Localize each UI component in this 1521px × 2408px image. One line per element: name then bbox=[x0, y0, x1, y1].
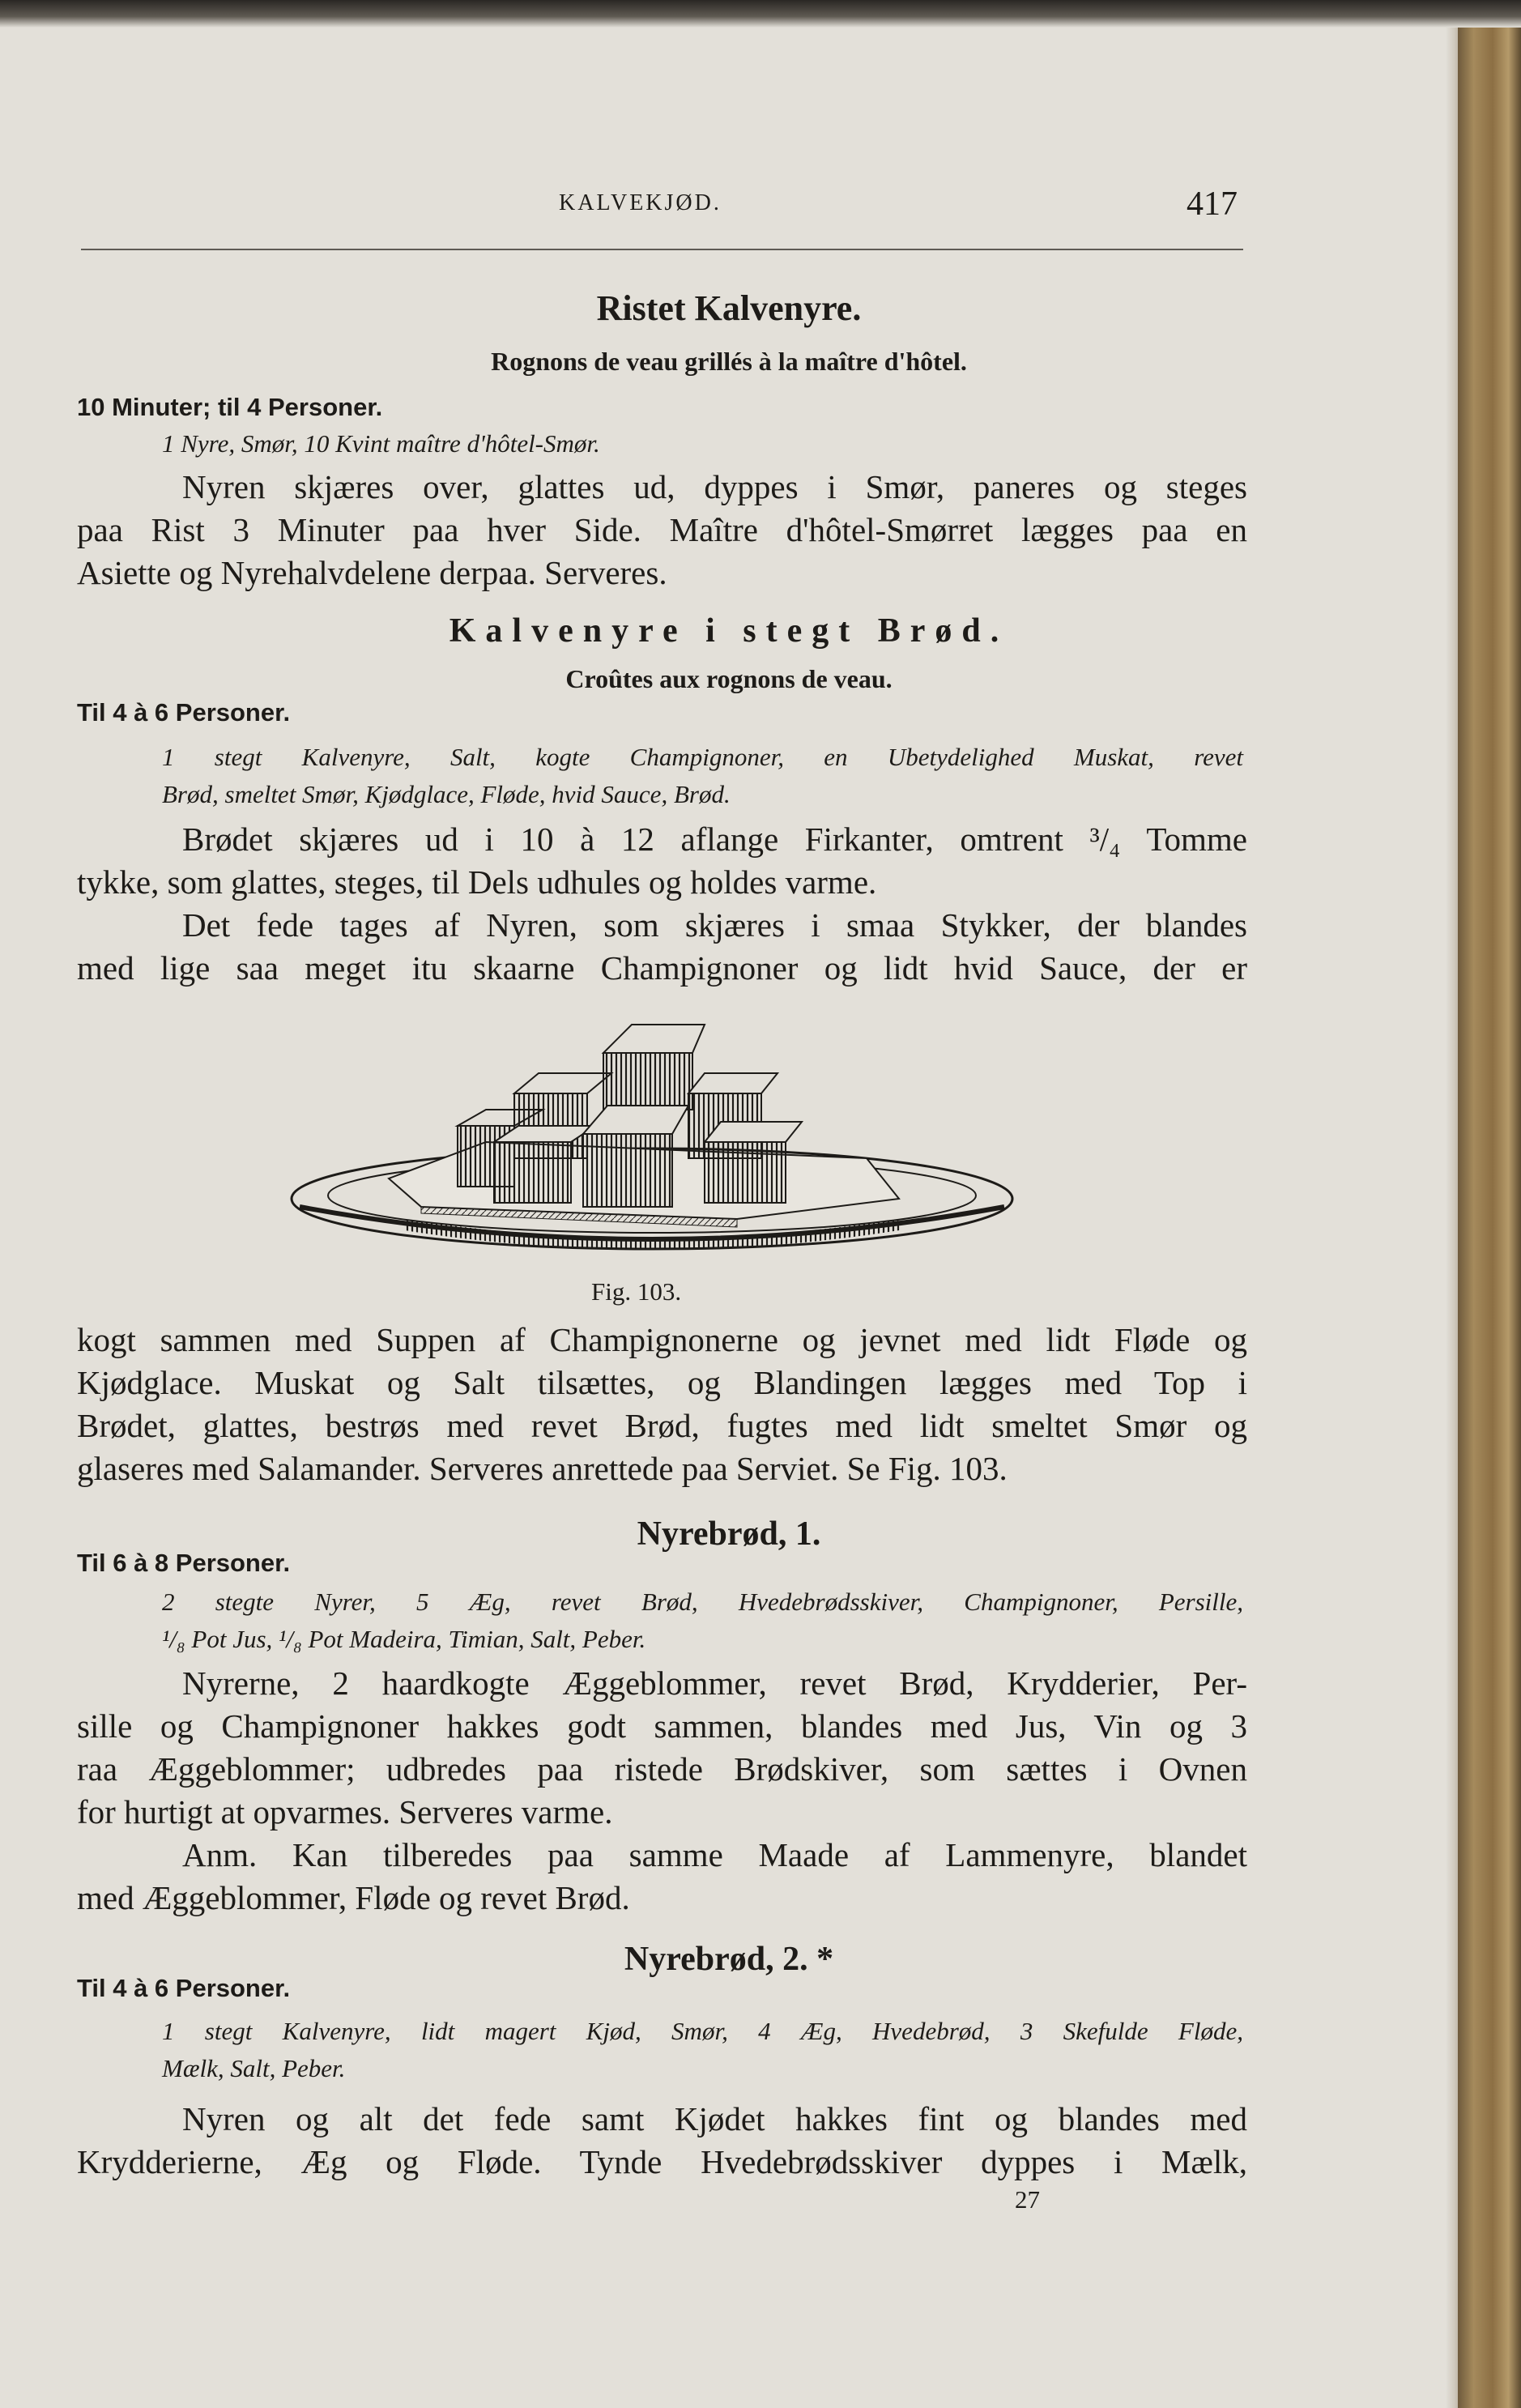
text-line: sille og Champignoner hakkes godt sammen, blandes med Jus, Vin og 3 bbox=[77, 1707, 1247, 1745]
recipe-servings: 10 Minuter; til 4 Personer. bbox=[77, 393, 383, 421]
header-rule bbox=[81, 249, 1243, 250]
recipe-instructions-continued bbox=[77, 1319, 1247, 1490]
recipe-instructions bbox=[77, 1662, 1247, 1920]
recipe-ingredients bbox=[162, 1583, 1243, 1658]
text-line: Nyrerne, 2 haardkogte Æggeblommer, revet Brød, Krydderier, Per- bbox=[182, 1664, 1247, 1702]
recipe-title-nyrebrod-2: Nyrebrød, 2. * bbox=[624, 1941, 834, 1978]
recipe-ingredients: 1 Nyre, Smør, 10 Kvint maître d'hôtel-Smør. bbox=[162, 429, 600, 458]
text-line: tykke, som glattes, steges, til Dels udhules og holdes varme. bbox=[77, 863, 877, 901]
text-line: Nyren og alt det fede samt Kjødet hakkes fint og blandes med bbox=[182, 2100, 1247, 2137]
text-line: Anm. Kan tilberedes paa samme Maade af Lammenyre, blandet bbox=[182, 1836, 1247, 1873]
recipe-servings: Til 4 à 6 Personer. bbox=[77, 1974, 291, 2002]
text-line: kogt sammen med Suppen af Champignonerne og jevnet med lidt Fløde og bbox=[77, 1321, 1247, 1358]
text-line: 1 stegt Kalvenyre, Salt, kogte Champignoner, en Ubetydelighed Muskat, revet bbox=[162, 743, 1243, 771]
text-line: Nyren skjæres over, glattes ud, dyppes i Smør, paneres og steges bbox=[182, 468, 1247, 505]
text-line: raa Æggeblommer; udbredes paa ristede Brødskiver, som sættes i Ovnen bbox=[77, 1750, 1247, 1788]
text-line: Brødet, glattes, bestrøs med revet Brød, fugtes med lidt smeltet Smør og bbox=[77, 1407, 1247, 1444]
text-line: paa Rist 3 Minuter paa hver Side. Maître d'hôtel-Smørret lægges paa en bbox=[77, 511, 1247, 548]
recipe-title-ristet-kalvenyre: Ristet Kalvenyre. bbox=[596, 288, 862, 328]
text-line: 2 stegte Nyrer, 5 Æg, revet Brød, Hvedebrødsskiver, Champignoner, Persille, bbox=[162, 1588, 1243, 1616]
text-line: Kjødglace. Muskat og Salt tilsættes, og Blandingen lægges med Top i bbox=[77, 1364, 1247, 1401]
signature-mark: 27 bbox=[1015, 2185, 1040, 2214]
page-number: 417 bbox=[1187, 185, 1238, 223]
recipe-subtitle-french: Croûtes aux rognons de veau. bbox=[565, 664, 893, 693]
text-line: Asiette og Nyrehalvdelene derpaa. Serveres. bbox=[77, 554, 667, 591]
text-line: med Æggeblommer, Fløde og revet Brød. bbox=[77, 1879, 630, 1916]
figure-caption: Fig. 103. bbox=[591, 1277, 682, 1306]
recipe-instructions bbox=[77, 818, 1247, 990]
recipe-title-kalvenyre-i-stegt-brod: Kalvenyre i stegt Brød. bbox=[449, 612, 1009, 650]
recipe-servings: Til 4 à 6 Personer. bbox=[77, 698, 291, 727]
text-line: med lige saa meget itu skaarne Champignoner og lidt hvid Sauce, der er bbox=[77, 949, 1247, 987]
plate-with-bread-croutes-engraving-icon bbox=[283, 1004, 1029, 1272]
recipe-ingredients bbox=[162, 739, 1243, 813]
text-line: 1 stegt Kalvenyre, lidt magert Kjød, Smør, 4 Æg, Hvedebrød, 3 Skefulde Fløde, bbox=[162, 2017, 1243, 2045]
text-line: glaseres med Salamander. Serveres anrettede paa Serviet. Se Fig. 103. bbox=[77, 1450, 1008, 1487]
text-line: for hurtigt at opvarmes. Serveres varme. bbox=[77, 1793, 613, 1831]
book-spine bbox=[1458, 0, 1521, 2408]
text-line: Krydderierne, Æg og Fløde. Tynde Hvedebrødsskiver dyppes i Mælk, bbox=[77, 2143, 1247, 2180]
recipe-title-nyrebrod-1: Nyrebrød, 1. bbox=[637, 1515, 821, 1553]
recipe-ingredients bbox=[162, 2013, 1243, 2087]
recipe-instructions bbox=[77, 2098, 1247, 2184]
recipe-instructions bbox=[77, 466, 1247, 595]
text-line: Brødet skjæres ud i 10 à 12 aflange Firkanter, omtrent ³/₄ Tomme bbox=[182, 820, 1247, 858]
text-line: Brød, smeltet Smør, Kjødglace, Fløde, hvid Sauce, Brød. bbox=[162, 780, 731, 808]
recipe-servings: Til 6 à 8 Personer. bbox=[77, 1549, 291, 1577]
text-line: Det fede tages af Nyren, som skjæres i smaa Stykker, der blandes bbox=[182, 906, 1247, 944]
recipe-subtitle-french: Rognons de veau grillés à la maître d'hôtel. bbox=[491, 347, 967, 376]
text-line: ¹/₈ Pot Jus, ¹/₈ Pot Madeira, Timian, Salt, Peber. bbox=[162, 1625, 646, 1653]
running-head: KALVEKJØD. bbox=[559, 190, 722, 215]
figure-103-illustration bbox=[283, 1004, 1029, 1272]
scan-top-edge bbox=[0, 0, 1521, 28]
text-line: Mælk, Salt, Peber. bbox=[162, 2054, 346, 2082]
